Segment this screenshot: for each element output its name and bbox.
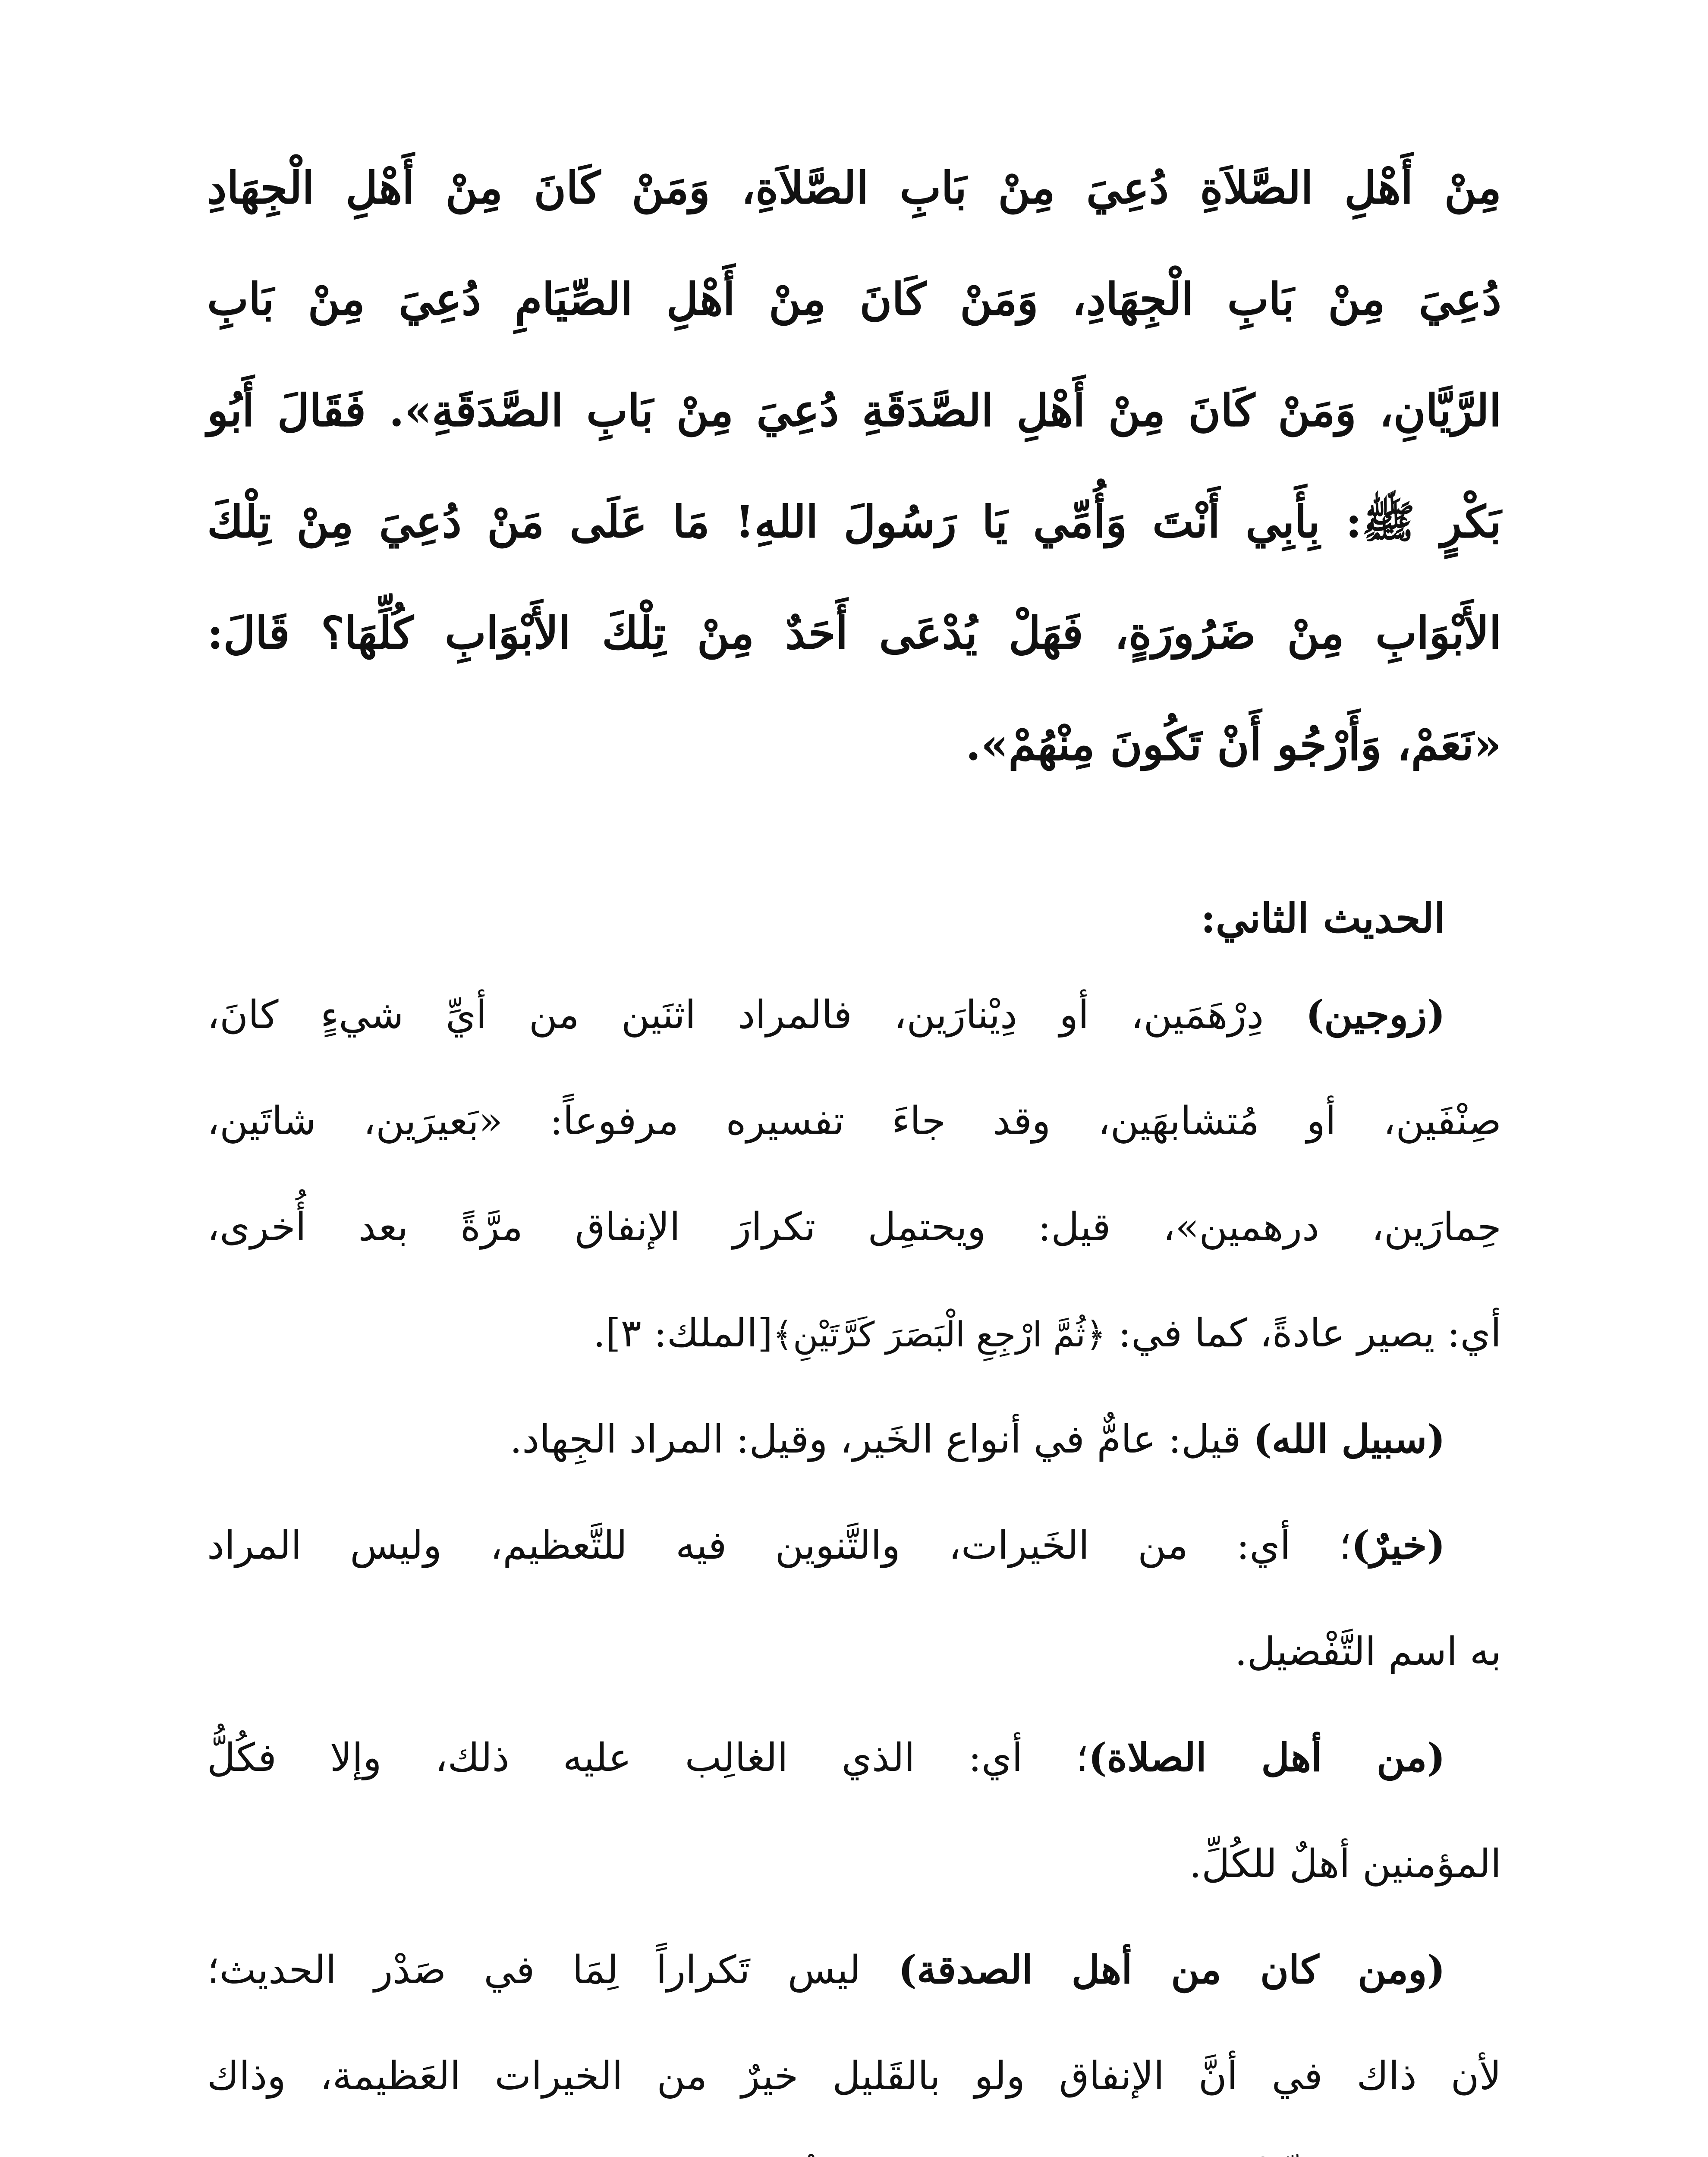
hadith-line: مِنْ أَهْلِ الصَّلاَةِ دُعِيَ مِنْ بَابِ الصَّلاَةِ، وَمَنْ كَانَ مِنْ أَهْلِ الْجِهَادِ xyxy=(207,162,1501,214)
commentary-text: ليس تَكراراً لِمَا في صَدْر الحديث؛ xyxy=(207,1947,899,1993)
commentary-text: دِرْهَمَين، أو دِيْنارَين، فالمراد اثنَين من أيِّ شيءٍ كانَ، xyxy=(207,992,1306,1038)
commentary-paragraph xyxy=(207,994,1501,1418)
commentary-text: قيل: عامٌّ في أنواع الخَير، وقيل: المراد الجِهاد. xyxy=(510,1417,1254,1462)
commentary-line xyxy=(207,994,1501,1100)
commentary-text: ؛ أي: من الخَيرات، والتَّنوين فيه للتَّعظيم، وليس المراد xyxy=(207,1523,1352,1568)
explained-term: (سبيل الله) xyxy=(1253,1416,1445,1462)
explained-term: (خيرٌ) xyxy=(1351,1522,1445,1568)
commentary-paragraph xyxy=(207,1949,1501,2157)
section-heading: الحديث الثاني: xyxy=(1201,895,1445,942)
commentary-line: المؤمنين أهلٌ للكُلِّ. xyxy=(1189,1841,1501,1887)
hadith-line: الأَبْوَابِ مِنْ ضَرُورَةٍ، فَهَلْ يُدْعَى أَحَدٌ مِنْ تِلْكَ الأَبْوَابِ كُلِّهَا؟ قَالَ: xyxy=(207,607,1501,659)
commentary-block xyxy=(207,994,1501,2157)
quran-verse: ﴿ثُمَّ ارْجِعِ الْبَصَرَ كَرَّتَيْنِ﴾ xyxy=(772,1314,1106,1355)
explained-term: (من أهل الصلاة) xyxy=(1088,1735,1445,1780)
hadith-line: «نَعَمْ، وَأَرْجُو أَنْ تَكُونَ مِنْهُمْ». xyxy=(966,719,1501,770)
hadith-line: دُعِيَ مِنْ بَابِ الْجِهَادِ، وَمَنْ كَانَ مِنْ أَهْلِ الصِّيَامِ دُعِيَ مِنْ بَابِ xyxy=(207,274,1501,325)
commentary-text: أي: يصير عادةً، كما في: xyxy=(1106,1311,1501,1356)
verse-reference: [الملك: ٣]. xyxy=(593,1311,773,1356)
commentary-line: حِمارَين، درهمين»، قيل: ويحتمِل تكرارَ الإنفاق مرَّةً بعد أُخرى، xyxy=(207,1204,1501,1250)
hadith-line: الرَّيَّانِ، وَمَنْ كَانَ مِنْ أَهْلِ الصَّدَقَةِ دُعِيَ مِنْ بَابِ الصَّدَقَةِ». فَقَالَ أَبُو xyxy=(207,385,1501,437)
commentary-line: به اسم التَّفْضيل. xyxy=(1235,1629,1501,1674)
commentary-line xyxy=(207,1312,1501,1418)
commentary-text: ؛ أي: الذي الغالِب عليه ذلك، وإلا فكُلُّ xyxy=(207,1735,1088,1780)
commentary-paragraph xyxy=(207,1418,1501,1524)
commentary-paragraph xyxy=(207,1736,1501,1949)
hadith-line: بَكْرٍ ﷺ: بِأَبِي أَنْتَ وَأُمِّي يَا رَسُولَ اللهِ! مَا عَلَى مَنْ دُعِيَ مِنْ تِلْكَ xyxy=(207,496,1501,548)
commentary-line: لأن ذاك في أنَّ الإنفاق ولو بالقَليل خيرٌ من الخيرات العَظيمة، وذاك xyxy=(207,2053,1501,2099)
commentary-paragraph xyxy=(207,1524,1501,1736)
book-page xyxy=(207,164,1501,2157)
commentary-line xyxy=(207,1418,1501,1524)
commentary-line xyxy=(207,1736,1501,1843)
commentary-line xyxy=(207,1949,1501,2055)
explained-term: (زوجين) xyxy=(1305,992,1445,1038)
explained-term: (ومن كان من أهل الصدقة) xyxy=(898,1947,1445,1993)
commentary-line: صِنْفَين، أو مُتشابهَين، وقد جاءَ تفسيره مرفوعاً: «بَعيرَين، شاتَين، xyxy=(207,1098,1501,1144)
commentary-line xyxy=(207,1524,1501,1630)
hadith-text-block xyxy=(207,164,1501,832)
